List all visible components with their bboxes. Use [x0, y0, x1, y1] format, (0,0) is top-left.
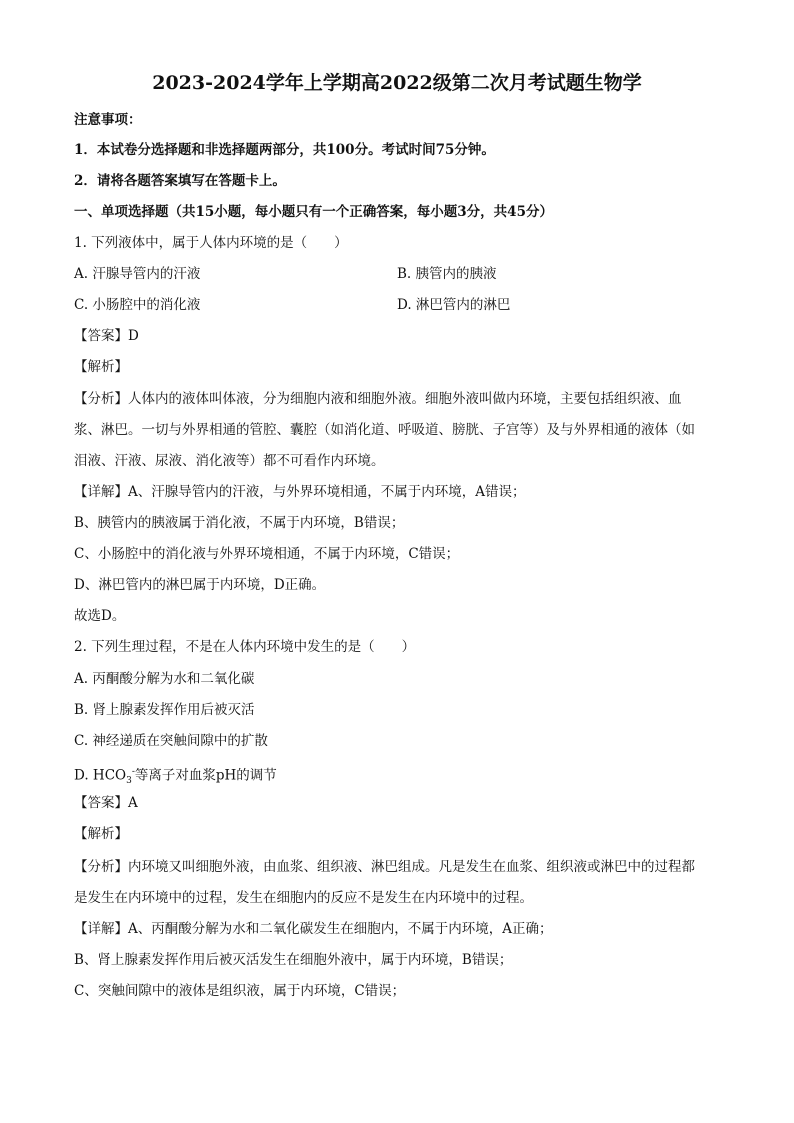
notice-heading: 注意事项：: [74, 112, 142, 128]
q1-analysis-line-3: 泪液、汗液、尿液、消化液等）都不可看作内环境。: [74, 453, 385, 469]
q2-option-a: A. 丙酮酸分解为水和二氧化碳: [74, 671, 255, 687]
q1-option-a: A. 汗腺导管内的汗液: [74, 266, 201, 282]
q2-detail-line-1: 【详解】A、丙酮酸分解为水和二氧化碳发生在细胞内，不属于内环境，A正确；: [74, 921, 553, 937]
notice-item-2: 2．请将各题答案填写在答题卡上。: [74, 173, 286, 189]
q1-detail-line-3: C、小肠腔中的消化液与外界环境相通，不属于内环境，C错误；: [74, 546, 460, 562]
page-title: 2023-2024学年上学期高2022级第二次月考试题生物学: [152, 72, 642, 94]
question-1-stem: 1. 下列液体中，属于人体内环境的是（ ）: [74, 235, 348, 251]
q1-detail-line-1: 【详解】A、汗腺导管内的汗液，与外界环境相通，不属于内环境，A错误；: [74, 484, 526, 500]
q2-analysis-line-1: 【分析】内环境又叫细胞外液，由血浆、组织液、淋巴组成。凡是发生在血浆、组织液或淋巴中的过程都: [74, 859, 695, 875]
q2-option-c: C. 神经递质在突触间隙中的扩散: [74, 733, 268, 749]
q1-answer: 【答案】D: [74, 328, 139, 344]
q2-option-d-subscript: 3: [126, 776, 132, 787]
q1-detail-line-4: D、淋巴管内的淋巴属于内环境，D正确。: [74, 577, 326, 593]
q1-analysis-line-2: 浆、淋巴。一切与外界相通的管腔、囊腔（如消化道、呼吸道、膀胱、子宫等）及与外界相通的液体（如: [74, 422, 695, 438]
q1-option-b: B. 胰管内的胰液: [397, 266, 497, 282]
q1-conclusion: 故选D。: [74, 608, 126, 624]
q2-analysis-line-2: 是发生在内环境中的过程，发生在细胞内的反应不是发生在内环境中的过程。: [74, 890, 533, 906]
notice-item-1: 1．本试卷分选择题和非选择题两部分，共100分。考试时间75分钟。: [74, 142, 495, 158]
question-2-stem: 2. 下列生理过程，不是在人体内环境中发生的是（ ）: [74, 639, 416, 655]
section-heading: 一、单项选择题（共15小题，每小题只有一个正确答案，每小题3分，共45分）: [74, 204, 553, 220]
q2-detail-line-2: B、肾上腺素发挥作用后被灭活发生在细胞外液中，属于内环境，B错误；: [74, 952, 513, 968]
q2-option-d-superscript: -: [131, 767, 135, 777]
q1-analysis-line-1: 【分析】人体内的液体叫体液，分为细胞内液和细胞外液。细胞外液叫做内环境，主要包括组织液、血: [74, 391, 682, 407]
q2-option-d-prefix: D. HCO: [74, 767, 127, 784]
q1-option-d: D. 淋巴管内的淋巴: [397, 297, 511, 313]
q2-option-d-suffix: 等离子对血浆pH的调节: [134, 767, 277, 784]
q1-detail-line-2: B、胰管内的胰液属于消化液，不属于内环境，B错误；: [74, 515, 405, 531]
q2-option-d: [74, 762, 277, 791]
q2-detail-line-3: C、突触间隙中的液体是组织液，属于内环境，C错误；: [74, 983, 406, 999]
q1-option-c: C. 小肠腔中的消化液: [74, 297, 201, 313]
q1-analysis-tag: 【解析】: [74, 359, 128, 375]
q2-answer: 【答案】A: [74, 795, 138, 811]
q2-option-b: B. 肾上腺素发挥作用后被灭活: [74, 702, 255, 718]
q2-analysis-tag: 【解析】: [74, 826, 128, 842]
